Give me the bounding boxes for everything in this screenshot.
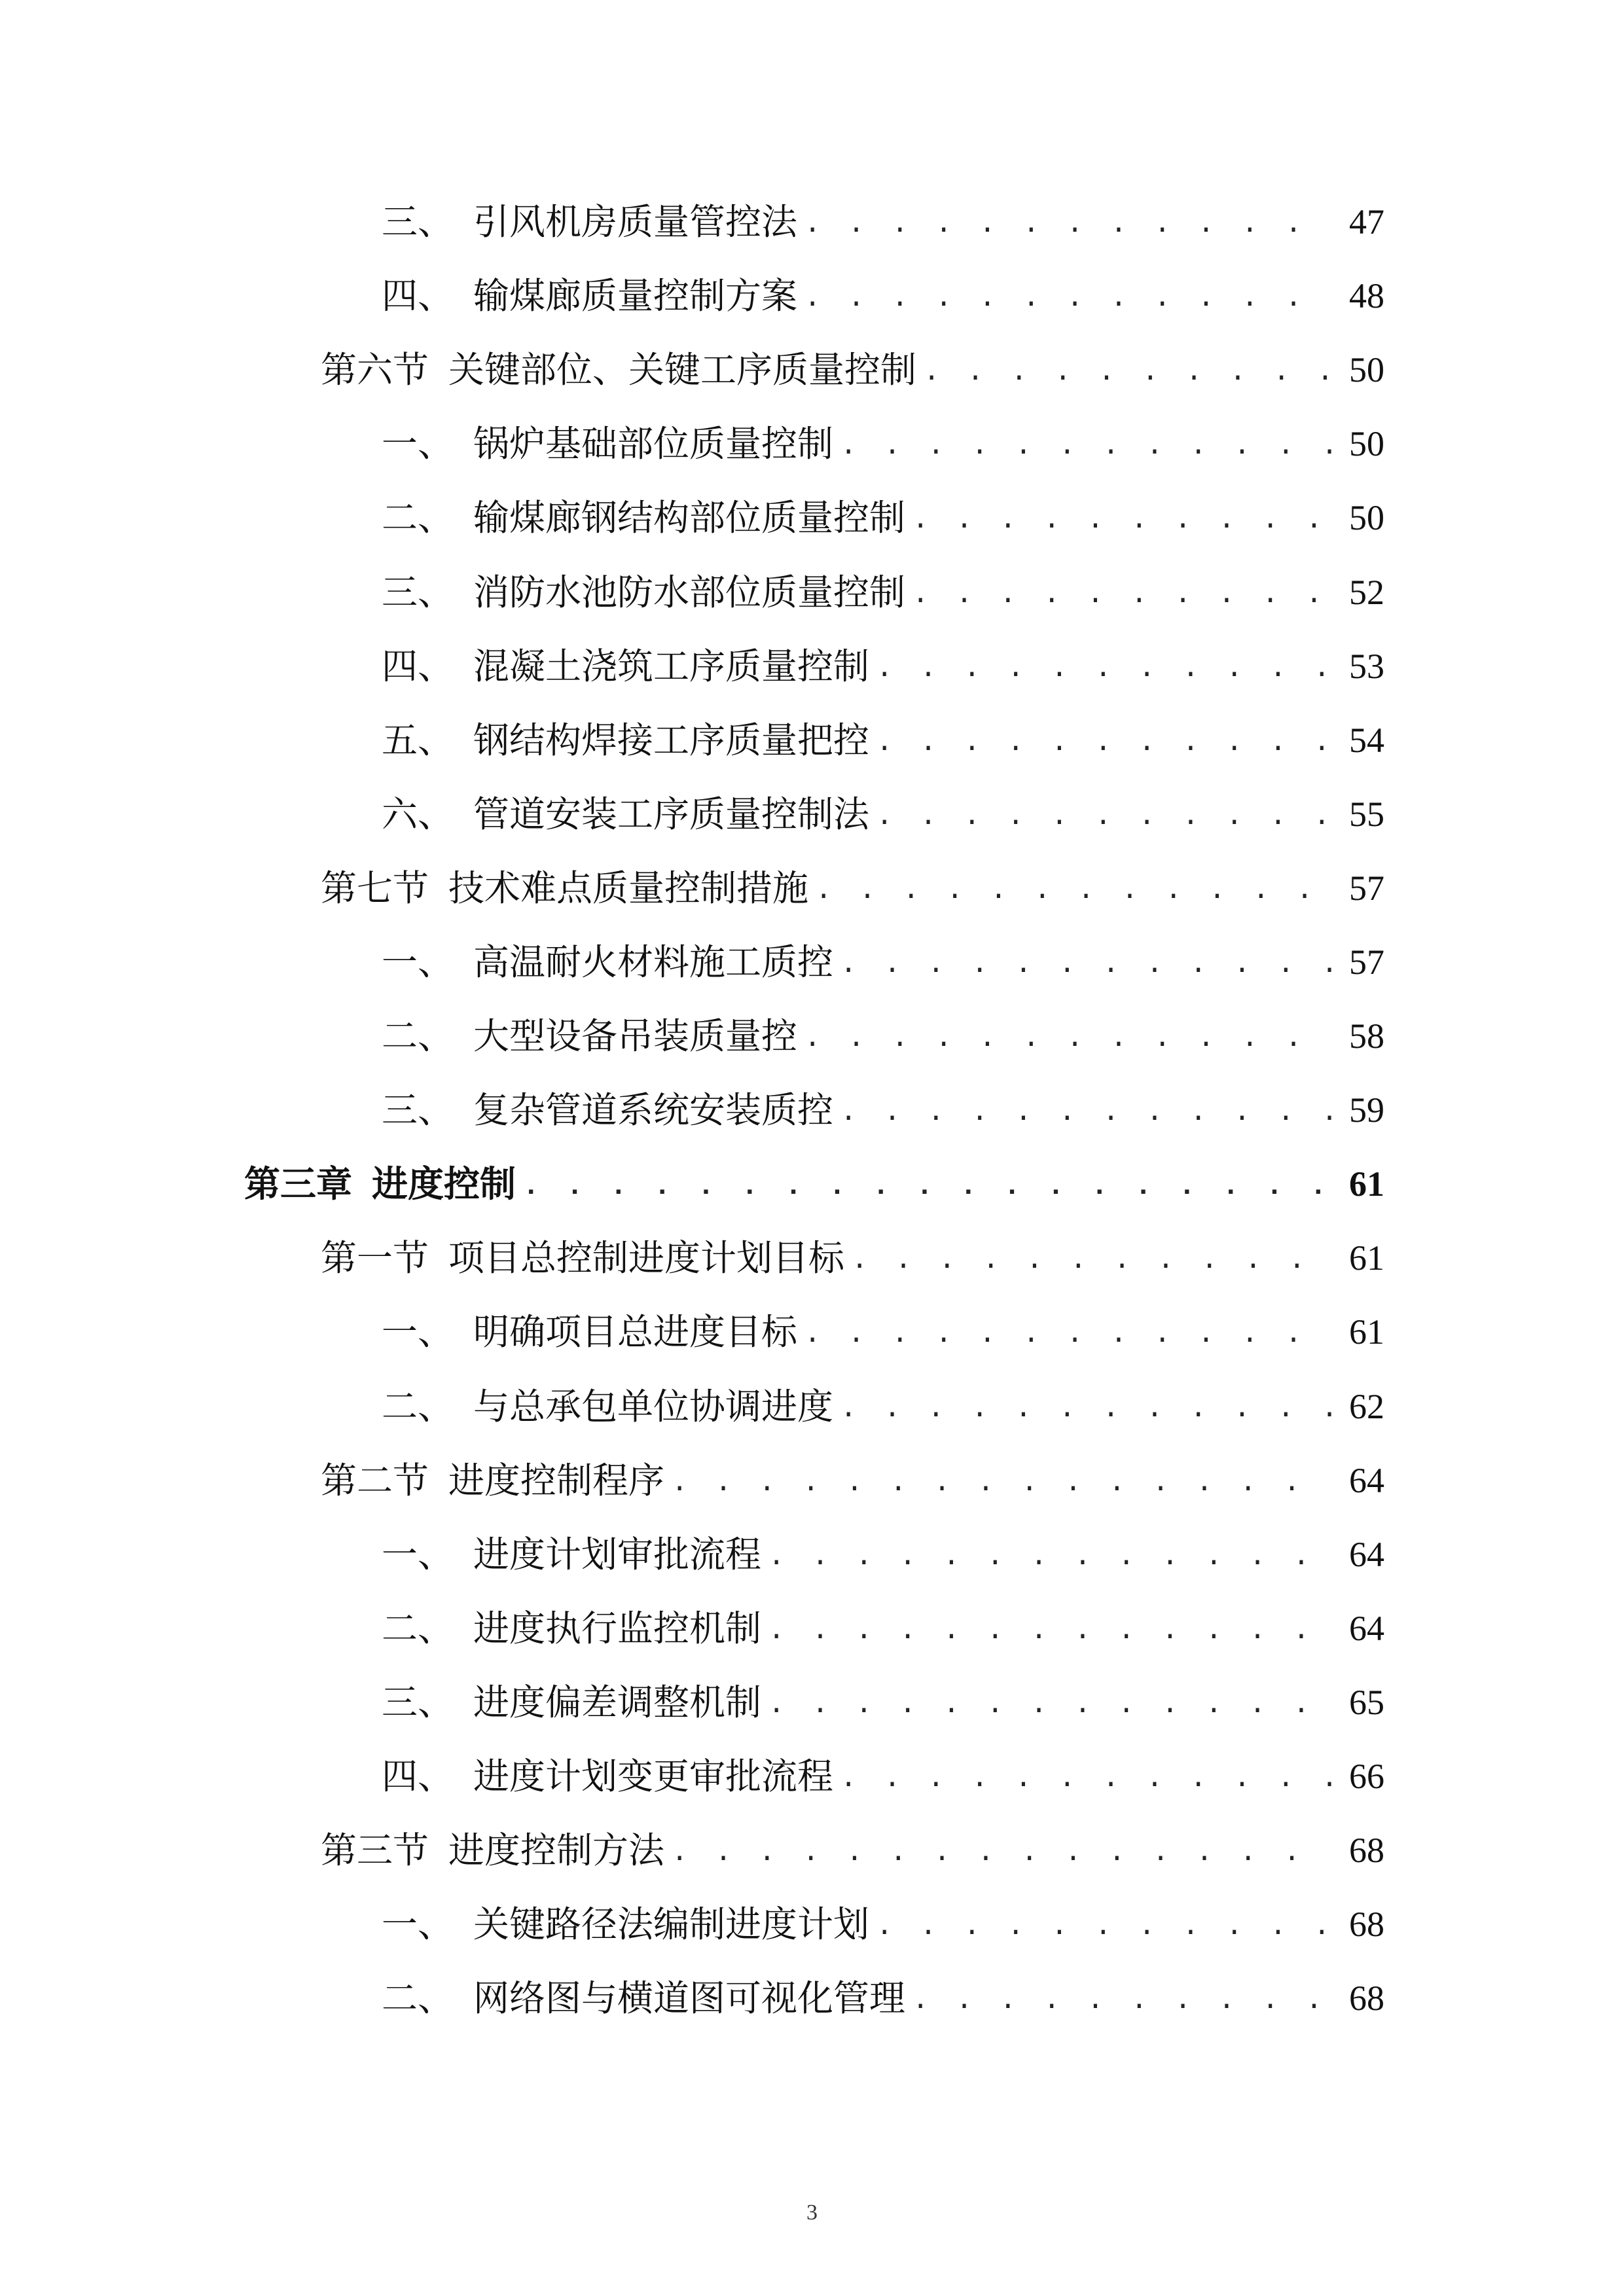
toc-entry-title: 大型设备吊装质量控 — [473, 1015, 798, 1057]
toc-entry-title: 关键路径法编制进度计划 — [473, 1903, 870, 1945]
dot-leader — [804, 1009, 1333, 1068]
dot-leader — [912, 491, 1333, 550]
toc-entry-chapter[interactable] — [0, 1155, 1384, 1213]
toc-entry[interactable] — [0, 1007, 1384, 1066]
toc-entry-title: 进度控制程序 — [448, 1460, 665, 1501]
toc-entry[interactable] — [0, 414, 1384, 473]
toc-entry-page: 52 — [1349, 573, 1384, 612]
dot-leader — [876, 787, 1333, 846]
dot-leader — [522, 1157, 1333, 1216]
toc-entry-page: 50 — [1349, 498, 1384, 537]
toc-entry-page: 62 — [1349, 1387, 1384, 1426]
toc-entry-title: 引风机房质量管控法 — [473, 201, 798, 243]
toc-entry-number: 第三章 — [244, 1162, 353, 1205]
toc-entry-number: 一、 — [382, 941, 454, 983]
toc-entry-page: 65 — [1349, 1683, 1384, 1722]
toc-entry-page: 61 — [1349, 1312, 1384, 1352]
dot-leader — [840, 417, 1333, 476]
toc-entry-page: 54 — [1349, 721, 1384, 760]
toc-entry-number: 二、 — [382, 1607, 454, 1649]
toc-entry[interactable] — [0, 1969, 1384, 2028]
toc-entry[interactable] — [0, 1451, 1384, 1510]
dot-leader — [840, 935, 1333, 994]
toc-entry-number: 三、 — [382, 1681, 454, 1723]
toc-entry-page: 47 — [1349, 202, 1384, 242]
dot-leader — [768, 1602, 1333, 1660]
dot-leader — [851, 1231, 1333, 1290]
toc-entry-number: 三、 — [382, 1089, 454, 1131]
dot-leader — [840, 1749, 1333, 1808]
toc-entry-number: 一、 — [382, 1534, 454, 1575]
toc-entry-page: 61 — [1349, 1164, 1384, 1204]
toc-entry-title: 与总承包单位协调进度 — [473, 1386, 834, 1427]
dot-leader — [840, 1083, 1333, 1142]
toc-entry[interactable] — [0, 340, 1384, 399]
toc-entry-page: 68 — [1349, 1979, 1384, 2018]
toc-entry-number: 六、 — [382, 793, 454, 835]
dot-leader — [768, 1528, 1333, 1587]
toc-entry-title: 进度控制方法 — [448, 1829, 665, 1871]
dot-leader — [840, 1380, 1333, 1439]
toc-entry-number: 二、 — [382, 1386, 454, 1427]
toc-entry[interactable] — [0, 637, 1384, 696]
toc-entry-number: 四、 — [382, 645, 454, 687]
toc-entry-title: 管道安装工序质量控制法 — [473, 793, 870, 835]
toc-entry-number: 第六节 — [321, 349, 429, 391]
toc-entry[interactable] — [0, 859, 1384, 918]
toc-entry-number: 三、 — [382, 571, 454, 613]
toc-entry-number: 五、 — [382, 719, 454, 761]
dot-leader — [804, 195, 1333, 254]
toc-entry-title: 进度控制 — [372, 1162, 516, 1205]
toc-entry-page: 57 — [1349, 942, 1384, 982]
toc-entry-page: 50 — [1349, 424, 1384, 463]
toc-entry-number: 一、 — [382, 1903, 454, 1945]
toc-entry-title: 进度执行监控机制 — [473, 1607, 762, 1649]
dot-leader — [912, 565, 1333, 624]
dot-leader — [876, 713, 1333, 772]
toc-entry[interactable] — [0, 1377, 1384, 1436]
toc-entry-title: 混凝土浇筑工序质量控制 — [473, 645, 870, 687]
dot-leader — [804, 269, 1333, 328]
dot-leader — [923, 343, 1333, 402]
toc-entry-title: 项目总控制进度计划目标 — [448, 1237, 845, 1279]
toc-entry-page: 50 — [1349, 350, 1384, 389]
toc-entry-page: 66 — [1349, 1757, 1384, 1796]
toc-entry-title: 进度计划变更审批流程 — [473, 1755, 834, 1797]
toc-entry-title: 输煤廊钢结构部位质量控制 — [473, 497, 906, 539]
toc-entry[interactable] — [0, 1229, 1384, 1287]
toc-entry-title: 消防水池防水部位质量控制 — [473, 571, 906, 613]
toc-entry-number: 第一节 — [321, 1237, 429, 1279]
toc-entry[interactable] — [0, 1081, 1384, 1139]
dot-leader — [912, 1971, 1333, 2030]
toc-entry[interactable] — [0, 1747, 1384, 1806]
toc-entry-title: 网络图与横道图可视化管理 — [473, 1977, 906, 2019]
toc-entry-number: 一、 — [382, 423, 454, 465]
toc-entry[interactable] — [0, 1821, 1384, 1880]
toc-entry[interactable] — [0, 933, 1384, 992]
toc-entry-title: 进度计划审批流程 — [473, 1534, 762, 1575]
toc-entry[interactable] — [0, 1895, 1384, 1954]
dot-leader — [804, 1305, 1333, 1364]
toc-entry-title: 高温耐火材料施工质控 — [473, 941, 834, 983]
toc-entry-title: 进度偏差调整机制 — [473, 1681, 762, 1723]
toc-entry-page: 68 — [1349, 1905, 1384, 1944]
toc-entry-number: 二、 — [382, 1977, 454, 2019]
toc-entry-page: 55 — [1349, 795, 1384, 834]
toc-entry-number: 一、 — [382, 1311, 454, 1353]
toc-entry-page: 59 — [1349, 1090, 1384, 1130]
toc-entry-number: 二、 — [382, 497, 454, 539]
toc-entry-page: 61 — [1349, 1238, 1384, 1278]
toc-entry-page: 57 — [1349, 869, 1384, 908]
dot-leader — [671, 1823, 1333, 1882]
toc-entry-page: 68 — [1349, 1831, 1384, 1870]
toc-entry-number: 四、 — [382, 1755, 454, 1797]
dot-leader — [768, 1676, 1333, 1734]
toc-entry-number: 二、 — [382, 1015, 454, 1057]
toc-entry-number: 第三节 — [321, 1829, 429, 1871]
toc-entry[interactable] — [0, 785, 1384, 844]
toc-entry-number: 第二节 — [321, 1460, 429, 1501]
toc-entry-number: 第七节 — [321, 867, 429, 909]
dot-leader — [876, 1897, 1333, 1956]
dot-leader — [671, 1454, 1333, 1513]
toc-entry-page: 48 — [1349, 276, 1384, 315]
toc-entry-page: 58 — [1349, 1016, 1384, 1056]
toc-entry[interactable] — [0, 1302, 1384, 1361]
toc-entry-page: 64 — [1349, 1535, 1384, 1574]
toc-entry-number: 三、 — [382, 201, 454, 243]
toc-entry-title: 复杂管道系统安装质控 — [473, 1089, 834, 1131]
toc-entry[interactable] — [0, 1599, 1384, 1658]
toc-entry-title: 输煤廊质量控制方案 — [473, 275, 798, 317]
toc-entry-page: 64 — [1349, 1461, 1384, 1500]
toc-entry-title: 锅炉基础部位质量控制 — [473, 423, 834, 465]
dot-leader — [876, 639, 1333, 698]
toc-entry-page: 64 — [1349, 1609, 1384, 1648]
dot-leader — [815, 861, 1333, 920]
toc-entry[interactable] — [0, 1673, 1384, 1732]
toc-entry-title: 关键部位、关键工序质量控制 — [448, 349, 917, 391]
toc-entry-title: 明确项目总进度目标 — [473, 1311, 798, 1353]
page-number: 3 — [806, 2200, 818, 2225]
toc-entry-title: 技术难点质量控制措施 — [448, 867, 809, 909]
toc-entry[interactable] — [0, 488, 1384, 547]
toc-entry[interactable] — [0, 563, 1384, 622]
toc-entry[interactable] — [0, 266, 1384, 325]
toc-entry[interactable] — [0, 192, 1384, 251]
toc-entry-number: 四、 — [382, 275, 454, 317]
toc-entry-page: 53 — [1349, 647, 1384, 686]
toc-entry[interactable] — [0, 1525, 1384, 1584]
toc-entry[interactable] — [0, 711, 1384, 770]
toc-entry-title: 钢结构焊接工序质量把控 — [473, 719, 870, 761]
